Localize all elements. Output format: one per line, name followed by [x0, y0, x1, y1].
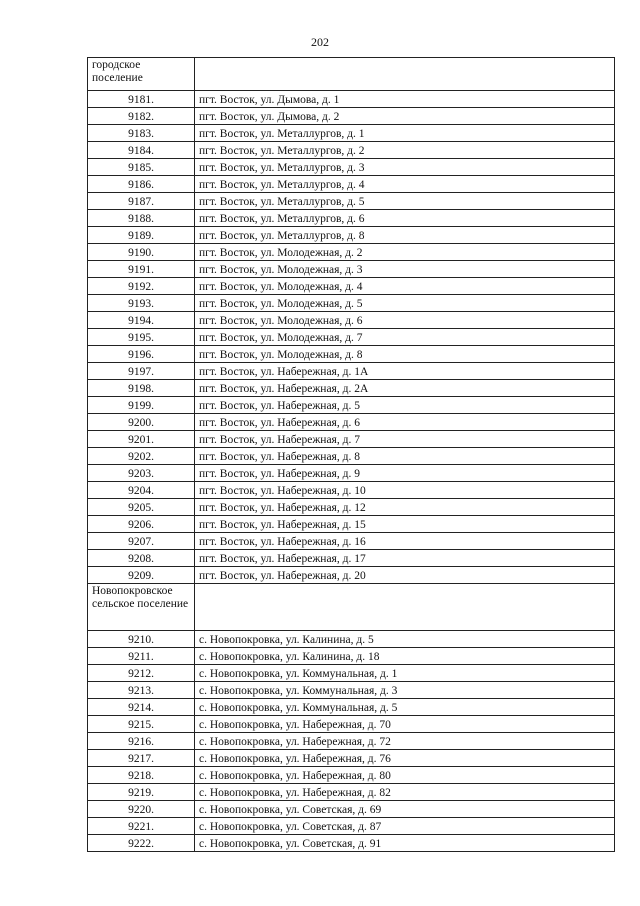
address-cell: пгт. Восток, ул. Металлургов, д. 5: [195, 193, 615, 210]
group-empty-cell: [195, 584, 615, 631]
address-cell: пгт. Восток, ул. Молодежная, д. 5: [195, 295, 615, 312]
row-number-cell: 9216.: [88, 733, 195, 750]
row-number-cell: 9220.: [88, 801, 195, 818]
table-row: [88, 567, 615, 584]
registry-table-body: [88, 58, 615, 852]
address-cell: пгт. Восток, ул. Набережная, д. 2А: [195, 380, 615, 397]
address-cell: пгт. Восток, ул. Набережная, д. 7: [195, 431, 615, 448]
table-row: [88, 397, 615, 414]
row-number-cell: 9209.: [88, 567, 195, 584]
address-cell: пгт. Восток, ул. Набережная, д. 20: [195, 567, 615, 584]
address-cell: пгт. Восток, ул. Набережная, д. 9: [195, 465, 615, 482]
address-cell: пгт. Восток, ул. Молодежная, д. 4: [195, 278, 615, 295]
address-cell: пгт. Восток, ул. Молодежная, д. 7: [195, 329, 615, 346]
address-cell: пгт. Восток, ул. Дымова, д. 1: [195, 91, 615, 108]
table-row: [88, 818, 615, 835]
row-number-cell: 9183.: [88, 125, 195, 142]
table-row: [88, 380, 615, 397]
row-number-cell: 9203.: [88, 465, 195, 482]
row-number-cell: 9214.: [88, 699, 195, 716]
row-number-cell: 9213.: [88, 682, 195, 699]
address-cell: пгт. Восток, ул. Набережная, д. 17: [195, 550, 615, 567]
row-number-cell: 9222.: [88, 835, 195, 852]
table-row: [88, 648, 615, 665]
address-cell: с. Новопокровка, ул. Набережная, д. 70: [195, 716, 615, 733]
table-row: [88, 142, 615, 159]
row-number-cell: 9198.: [88, 380, 195, 397]
table-row: [88, 784, 615, 801]
address-cell: с. Новопокровка, ул. Коммунальная, д. 3: [195, 682, 615, 699]
table-row: [88, 631, 615, 648]
table-row: [88, 91, 615, 108]
table-row: [88, 665, 615, 682]
address-cell: пгт. Восток, ул. Металлургов, д. 4: [195, 176, 615, 193]
address-cell: пгт. Восток, ул. Набережная, д. 10: [195, 482, 615, 499]
address-cell: с. Новопокровка, ул. Набережная, д. 82: [195, 784, 615, 801]
address-cell: пгт. Восток, ул. Металлургов, д. 8: [195, 227, 615, 244]
address-cell: с. Новопокровка, ул. Набережная, д. 72: [195, 733, 615, 750]
address-cell: с. Новопокровка, ул. Калинина, д. 18: [195, 648, 615, 665]
table-row: [88, 835, 615, 852]
address-cell: с. Новопокровка, ул. Советская, д. 91: [195, 835, 615, 852]
row-number-cell: 9181.: [88, 91, 195, 108]
group-name-cell: Новопокровское сельское поселение: [88, 584, 195, 631]
address-cell: пгт. Восток, ул. Молодежная, д. 8: [195, 346, 615, 363]
table-row: [88, 312, 615, 329]
address-cell: с. Новопокровка, ул. Советская, д. 69: [195, 801, 615, 818]
address-cell: пгт. Восток, ул. Набережная, д. 16: [195, 533, 615, 550]
row-number-cell: 9219.: [88, 784, 195, 801]
address-cell: пгт. Восток, ул. Набережная, д. 1А: [195, 363, 615, 380]
table-row: [88, 193, 615, 210]
table-row: [88, 716, 615, 733]
address-cell: с. Новопокровка, ул. Набережная, д. 80: [195, 767, 615, 784]
row-number-cell: 9206.: [88, 516, 195, 533]
row-number-cell: 9218.: [88, 767, 195, 784]
address-cell: пгт. Восток, ул. Молодежная, д. 3: [195, 261, 615, 278]
row-number-cell: 9185.: [88, 159, 195, 176]
address-cell: пгт. Восток, ул. Металлургов, д. 3: [195, 159, 615, 176]
row-number-cell: 9191.: [88, 261, 195, 278]
address-cell: пгт. Восток, ул. Дымова, д. 2: [195, 108, 615, 125]
table-row: [88, 733, 615, 750]
table-row: [88, 227, 615, 244]
row-number-cell: 9193.: [88, 295, 195, 312]
table-row: [88, 244, 615, 261]
table-row: [88, 750, 615, 767]
address-cell: с. Новопокровка, ул. Набережная, д. 76: [195, 750, 615, 767]
table-row: [88, 176, 615, 193]
address-cell: с. Новопокровка, ул. Калинина, д. 5: [195, 631, 615, 648]
table-row: [88, 699, 615, 716]
row-number-cell: 9186.: [88, 176, 195, 193]
table-row: [88, 465, 615, 482]
group-empty-cell: [195, 58, 615, 91]
table-row: [88, 801, 615, 818]
table-row: [88, 767, 615, 784]
table-row: [88, 261, 615, 278]
row-number-cell: 9221.: [88, 818, 195, 835]
address-cell: с. Новопокровка, ул. Советская, д. 87: [195, 818, 615, 835]
row-number-cell: 9204.: [88, 482, 195, 499]
table-row: [88, 295, 615, 312]
row-number-cell: 9182.: [88, 108, 195, 125]
table-row: [88, 499, 615, 516]
row-number-cell: 9194.: [88, 312, 195, 329]
row-number-cell: 9192.: [88, 278, 195, 295]
table-row: [88, 516, 615, 533]
row-number-cell: 9199.: [88, 397, 195, 414]
row-number-cell: 9201.: [88, 431, 195, 448]
table-row: [88, 363, 615, 380]
table-row: [88, 125, 615, 142]
table-row: [88, 159, 615, 176]
row-number-cell: 9212.: [88, 665, 195, 682]
row-number-cell: 9205.: [88, 499, 195, 516]
row-number-cell: 9217.: [88, 750, 195, 767]
address-cell: пгт. Восток, ул. Молодежная, д. 6: [195, 312, 615, 329]
address-cell: пгт. Восток, ул. Набережная, д. 12: [195, 499, 615, 516]
table-row: [88, 431, 615, 448]
row-number-cell: 9190.: [88, 244, 195, 261]
address-cell: пгт. Восток, ул. Набережная, д. 8: [195, 448, 615, 465]
group-header-row: [88, 584, 615, 631]
table-row: [88, 550, 615, 567]
row-number-cell: 9196.: [88, 346, 195, 363]
table-row: [88, 482, 615, 499]
address-cell: пгт. Восток, ул. Молодежная, д. 2: [195, 244, 615, 261]
page-number: 202: [311, 35, 329, 49]
address-cell: с. Новопокровка, ул. Коммунальная, д. 5: [195, 699, 615, 716]
row-number-cell: 9189.: [88, 227, 195, 244]
table-row: [88, 414, 615, 431]
row-number-cell: 9197.: [88, 363, 195, 380]
address-cell: пгт. Восток, ул. Металлургов, д. 6: [195, 210, 615, 227]
row-number-cell: 9188.: [88, 210, 195, 227]
group-header-row: [88, 58, 615, 91]
address-registry-table: [87, 57, 615, 852]
row-number-cell: 9200.: [88, 414, 195, 431]
address-cell: пгт. Восток, ул. Набережная, д. 15: [195, 516, 615, 533]
row-number-cell: 9184.: [88, 142, 195, 159]
row-number-cell: 9207.: [88, 533, 195, 550]
table-row: [88, 533, 615, 550]
table-row: [88, 278, 615, 295]
table-row: [88, 210, 615, 227]
address-cell: пгт. Восток, ул. Набережная, д. 5: [195, 397, 615, 414]
row-number-cell: 9187.: [88, 193, 195, 210]
address-cell: с. Новопокровка, ул. Коммунальная, д. 1: [195, 665, 615, 682]
row-number-cell: 9202.: [88, 448, 195, 465]
address-cell: пгт. Восток, ул. Набережная, д. 6: [195, 414, 615, 431]
address-cell: пгт. Восток, ул. Металлургов, д. 1: [195, 125, 615, 142]
table-row: [88, 346, 615, 363]
row-number-cell: 9215.: [88, 716, 195, 733]
group-name-cell: городское поселение: [88, 58, 195, 91]
address-cell: пгт. Восток, ул. Металлургов, д. 2: [195, 142, 615, 159]
row-number-cell: 9210.: [88, 631, 195, 648]
row-number-cell: 9208.: [88, 550, 195, 567]
table-row: [88, 448, 615, 465]
table-row: [88, 108, 615, 125]
row-number-cell: 9211.: [88, 648, 195, 665]
table-row: [88, 682, 615, 699]
table-row: [88, 329, 615, 346]
row-number-cell: 9195.: [88, 329, 195, 346]
